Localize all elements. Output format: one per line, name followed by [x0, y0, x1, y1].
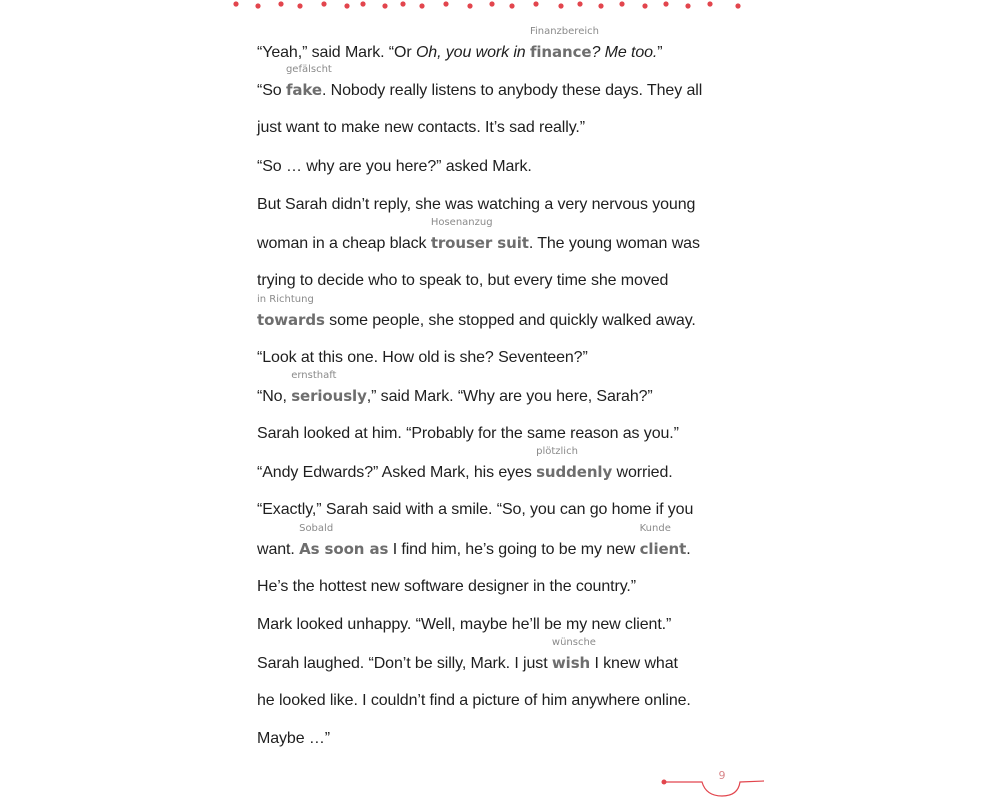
text-line-2: “So gefälscht fake. Nobody really listens to anybody these days. They all — [257, 78, 702, 102]
decorative-dot — [598, 3, 603, 8]
vocab-word: plötzlich suddenly — [536, 446, 613, 481]
text-line-19: Maybe …” — [257, 730, 330, 747]
dotted-border-decoration — [0, 0, 1000, 14]
decorative-dot — [577, 1, 582, 6]
decorative-dot — [489, 1, 494, 6]
decorative-dot — [467, 3, 472, 8]
text-line-13: “Exactly,” Sarah said with a smile. “So, you can go home if you — [257, 501, 694, 518]
decorative-dot — [685, 3, 690, 8]
decorative-dot — [443, 1, 448, 6]
decorative-dot — [278, 1, 283, 6]
vocab-word: Kunde client — [639, 523, 687, 558]
decorative-dot — [297, 3, 302, 8]
vocab-gloss: Sobald — [299, 523, 334, 534]
decorative-dot — [344, 3, 349, 8]
text-line-17: Sarah laughed. “Don’t be silly, Mark. I just wünsche wish I knew what — [257, 651, 678, 675]
vocab-gloss: gefälscht — [285, 64, 332, 75]
text-line-16: Mark looked unhappy. “Well, maybe he’ll be my new client.” — [257, 616, 672, 633]
vocab-word: Hosenanzug trouser suit — [430, 217, 529, 252]
vocab-gloss: in Richtung — [257, 294, 314, 305]
text-line-14: want. Sobald As soon as I find him, he’s going to be my new Kunde client. — [257, 537, 691, 561]
vocab-word: wünsche wish — [551, 637, 596, 672]
decorative-dot — [321, 1, 326, 6]
decorative-dot — [233, 1, 238, 6]
decorative-dot — [509, 3, 514, 8]
text-line-3: just want to make new contacts. It’s sad really.” — [257, 119, 585, 136]
text-line-7: trying to decide who to speak to, but every time she moved — [257, 272, 669, 289]
decorative-dot — [663, 1, 668, 6]
decorative-dot — [419, 3, 424, 8]
vocab-gloss: Hosenanzug — [430, 217, 493, 228]
text-line-4: “So … why are you here?” asked Mark. — [257, 158, 532, 175]
vocab-word: ernsthaft seriously — [291, 370, 367, 405]
text-line-1: “Yeah,” said Mark. “Or Oh, you work in Finanzbereich finance? Me too.” — [257, 40, 663, 64]
decorative-dot — [533, 1, 538, 6]
text-line-8: in Richtung towards some people, she stopped and quickly walked away. — [257, 308, 696, 332]
text-line-5: But Sarah didn’t reply, she was watching a very nervous young — [257, 196, 696, 213]
decorative-dot — [619, 1, 624, 6]
decorative-dot — [360, 1, 365, 6]
vocab-word: Finanzbereich finance — [529, 26, 599, 61]
decorative-dot — [558, 3, 563, 8]
decorative-dot — [735, 3, 740, 8]
ornament-curve — [664, 781, 764, 796]
vocab-gloss: wünsche — [551, 637, 596, 648]
decorative-dot — [255, 3, 260, 8]
text-line-9: “Look at this one. How old is she? Seventeen?” — [257, 349, 588, 366]
page-number: 9 — [718, 769, 726, 782]
vocab-word: Sobald As soon as — [299, 523, 389, 558]
decorative-dot — [382, 3, 387, 8]
decorative-dot — [707, 1, 712, 6]
decorative-dot — [400, 1, 405, 6]
vocab-gloss: ernsthaft — [291, 370, 337, 381]
vocab-word: gefälscht fake — [285, 64, 332, 99]
text-line-10: “No, ernsthaft seriously,” said Mark. “Why are you here, Sarah?” — [257, 384, 653, 408]
text-line-6: woman in a cheap black Hosenanzug trouser suit. The young woman was — [257, 231, 700, 255]
text-line-11: Sarah looked at him. “Probably for the same reason as you.” — [257, 425, 679, 442]
text-line-12: “Andy Edwards?” Asked Mark, his eyes plötzlich suddenly worried. — [257, 460, 673, 484]
text-line-18: he looked like. I couldn’t find a picture of him anywhere online. — [257, 692, 691, 709]
text-line-15: He’s the hottest new software designer in the country.” — [257, 578, 637, 595]
vocab-gloss: Finanzbereich — [529, 26, 599, 37]
vocab-word: in Richtung towards — [257, 294, 325, 329]
decorative-dot — [642, 3, 647, 8]
vocab-gloss: plötzlich — [536, 446, 578, 457]
vocab-gloss: Kunde — [639, 523, 671, 534]
